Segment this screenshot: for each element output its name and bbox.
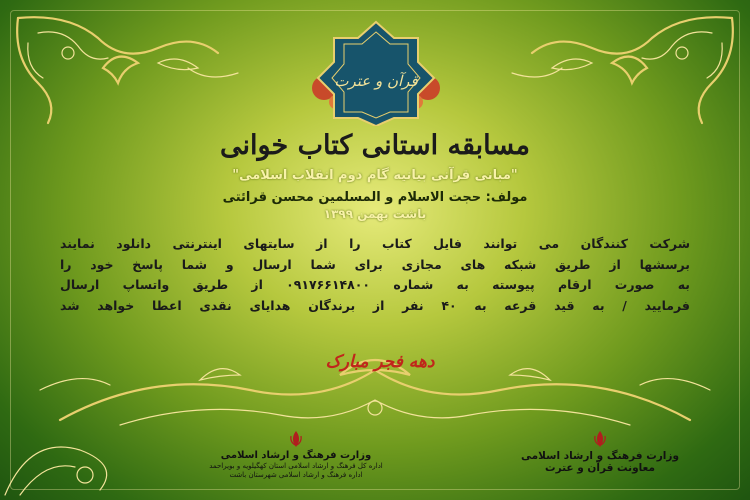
top-left-ornament xyxy=(8,8,258,128)
org-right-name: وزارت فرهنگ و ارشاد اسلامی xyxy=(521,450,679,462)
body-text xyxy=(60,234,690,316)
book-title: "مبانی قرآنی بیانیه گام دوم انقلاب اسلامی" xyxy=(232,168,518,183)
quran-etrat-logo-icon xyxy=(296,18,456,126)
org-left-name: وزارت فرهنگ و ارشاد اسلامی xyxy=(220,450,372,461)
org-left-line2: اداره کل فرهنگ و ارشاد اسلامی استان کهگیلویه و بویراحمد xyxy=(209,462,383,470)
org-left xyxy=(196,430,396,480)
page-title: مسابقه استانی کتاب خوانی xyxy=(220,130,530,161)
date-line: باشت بهمن ۱۳۹۹ xyxy=(323,207,427,221)
org-left-line3: اداره فرهنگ و ارشاد اسلامی شهرستان باشت xyxy=(229,471,363,479)
body-line: فرمایید / به قید قرعه به ۴۰ نفر از برندگان هدایای نقدی اعطا خواهد شد xyxy=(60,297,690,313)
greeting-text: دهه فجر مبارک xyxy=(325,352,435,372)
author-line: مولف: حجت الاسلام و المسلمین محسن قرائتی xyxy=(222,190,528,205)
bottom-left-swirl xyxy=(0,395,180,500)
body-line: به صورت ارقام پیوسته به شماره ۰۹۱۷۶۶۱۴۸۰۰ از طریق واتساپ ارسال xyxy=(60,277,690,292)
iran-emblem-icon xyxy=(288,430,304,448)
org-right xyxy=(520,430,680,474)
org-right-line2: معاونت قرآن و عترت xyxy=(545,462,655,474)
body-line: برسشها از طریق شبکه های مجازی برای شما ارسال و شما پاسخ خود را xyxy=(60,256,690,272)
top-right-ornament xyxy=(492,8,742,128)
iran-emblem-icon xyxy=(592,430,608,448)
body-line: شرکت کنندگان می توانند فایل کتاب را از سایتهای اینترنتی دانلود نمایند xyxy=(60,236,690,251)
logo-text: قرآن و عترت xyxy=(334,72,418,90)
